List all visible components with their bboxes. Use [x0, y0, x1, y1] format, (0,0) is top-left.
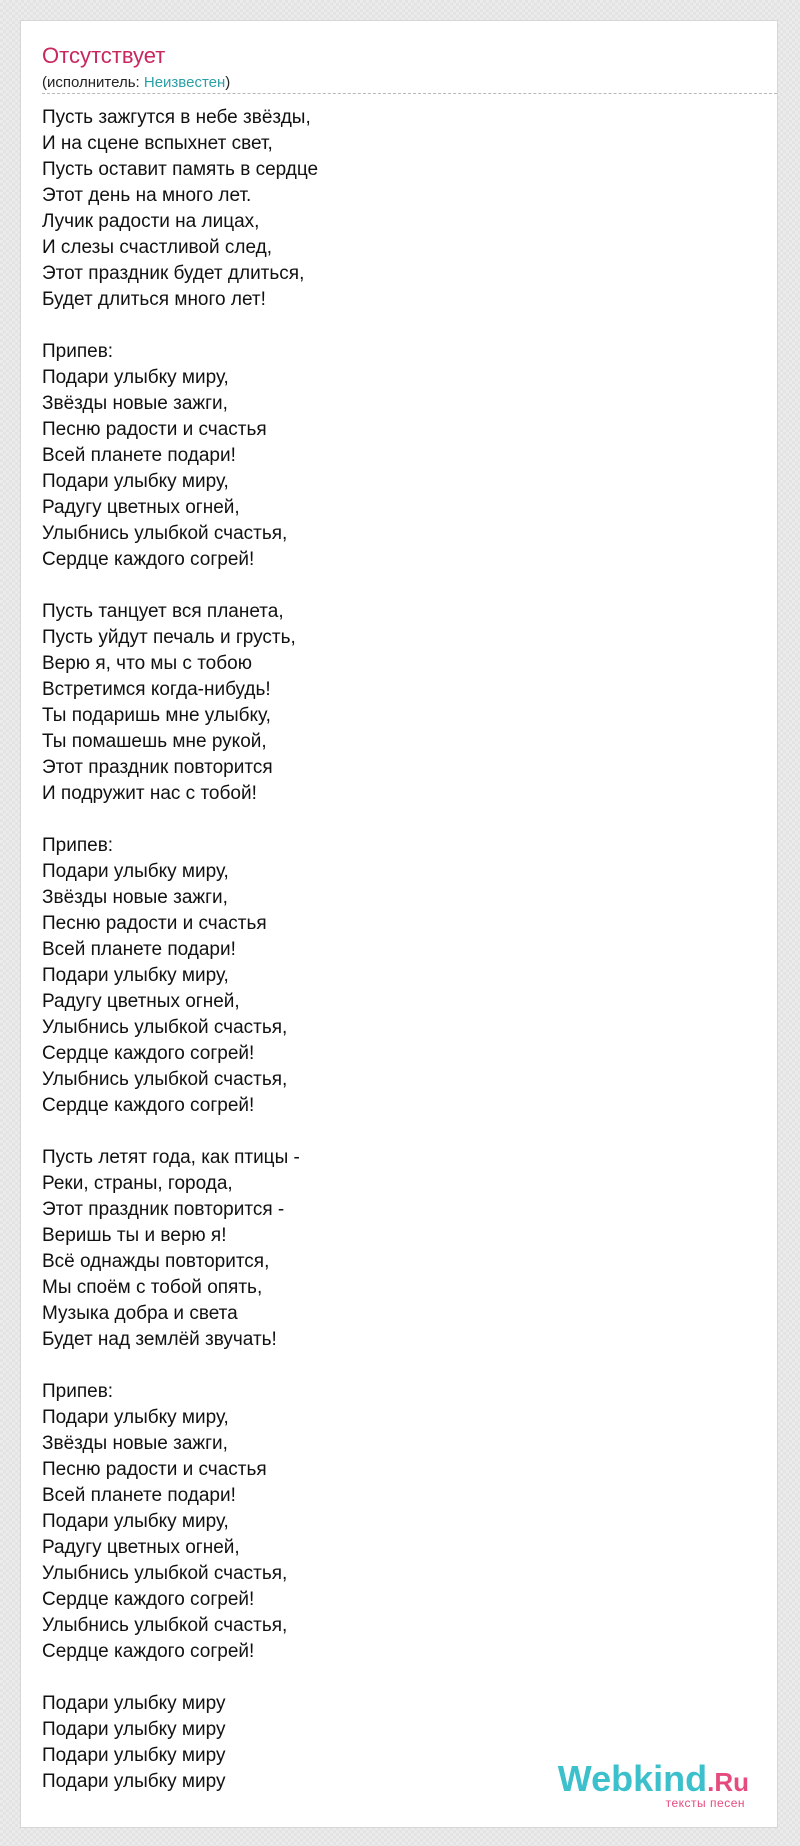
logo-tld: .Ru: [707, 1767, 749, 1797]
lyrics-text: Пусть зажгутся в небе звёзды, И на сцене вспыхнет свет, Пусть оставит память в сердце Этот день на много лет. Лучик радости на лицах, И слезы счастливой след, Этот праздник будет длиться, Будет длиться много лет! Припев: Подари улыбку миру, Звёзды новые зажги, Песню радости и счастья Всей планете подари! Подари улыбку миру, Радугу цветных огней, Улыбнись улыбкой счастья, Сердце каждого согрей! Пусть танцует вся планета, Пусть уйдут печаль и грусть, Верю я, что мы с тобою Встретимся когда-нибудь! Ты подаришь мне улыбку, Ты помашешь мне рукой, Этот праздник повторится И подружит нас с тобой! Припев: Подари улыбку миру, Звёзды новые зажги, Песню радости и счастья Всей планете подари! Подари улыбку миру, Радугу цветных огней, Улыбнись улыбкой счастья, Сердце каждого согрей! Улыбнись улыбкой счастья, Сердце каждого согрей! Пусть летят года, как птицы - Реки, страны, города, Этот праздник повторится - Веришь ты и верю я! Всё однажды повторится, Мы споём с тобой опять, Музыка добра и света Будет над землёй звучать! Припев: Подари улыбку миру, Звёзды новые зажги, Песню радости и счастья Всей планете подари! Подари улыбку миру, Радугу цветных огней, Улыбнись улыбкой счастья, Сердце каждого согрей! Улыбнись улыбкой счастья, Сердце каждого согрей! Подари улыбку миру Подари улыбку миру Подари улыбку миру Подари улыбку миру: [42, 107, 319, 1792]
song-title: Отсутствует: [42, 43, 166, 68]
artist-line: [42, 74, 230, 92]
artist-link[interactable]: Неизвестен: [143, 74, 226, 91]
artist-prefix: (исполнитель:: [42, 74, 144, 91]
site-logo[interactable]: [549, 1759, 749, 1809]
lyrics-card: [20, 20, 778, 1828]
logo-tagline: тексты песен: [665, 1796, 745, 1810]
logo-brand: Webkind: [557, 1758, 708, 1799]
artist-suffix: ): [225, 74, 231, 91]
header-divider: [42, 93, 777, 94]
